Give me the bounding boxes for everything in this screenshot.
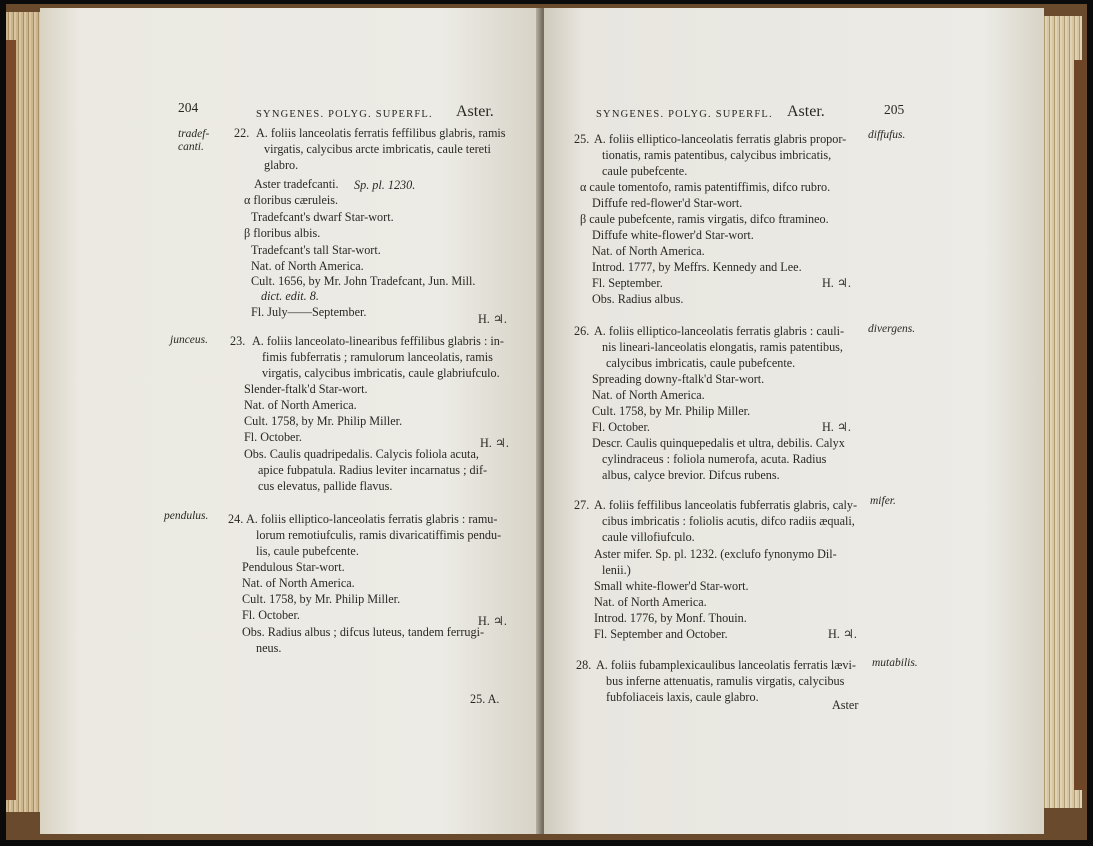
species-number: 26. <box>574 324 590 338</box>
text-line: Nat. of North America. <box>592 388 705 402</box>
text-line: A. foliis elliptico-lanceolatis ferratis glabris : ramu- <box>246 512 498 526</box>
text-line: caule villofiufculo. <box>602 530 695 544</box>
text-line: lis, caule pubefcente. <box>256 544 359 558</box>
species-number: 27. <box>574 498 590 512</box>
text-line: Aster tradefcanti. <box>254 177 339 191</box>
text-line: Fl. September. <box>592 276 663 290</box>
text-line: Cult. 1656, by Mr. John Tradefcant, Jun. Mill. <box>251 274 476 288</box>
margin-name: mifer. <box>870 495 896 507</box>
text-line: lenii.) <box>602 563 631 577</box>
text-line: cylindraceus : foliola numerofa, acuta. Radius <box>602 452 827 466</box>
text-line: Pendulous Star-wort. <box>242 560 345 574</box>
margin-name: pendulus. <box>164 510 209 522</box>
margin-name: canti. <box>178 141 204 153</box>
text-line: A. foliis elliptico-lanceolatis ferratis glabris : cauli- <box>594 324 845 338</box>
text-line: Nat. of North America. <box>251 259 364 273</box>
text-line: H. ♃. <box>478 614 507 628</box>
text-line: H. ♃. <box>478 312 507 326</box>
left-page-number: 204 <box>178 100 199 115</box>
text-line: Fl. October. <box>592 420 650 434</box>
right-page-number: 205 <box>884 102 905 117</box>
text-line: neus. <box>256 641 282 655</box>
text-line: A. foliis lanceolato-linearibus feffilibus glabris : in- <box>252 334 504 348</box>
species-number: 28. <box>576 658 592 672</box>
text-line: albus, calyce brevior. Difcus rubens. <box>602 468 780 482</box>
text-line: Sp. pl. 1230. <box>354 178 416 192</box>
text-line: cus elevatus, pallide flavus. <box>258 479 393 493</box>
text-line: apice fubpatula. Radius leviter incarnatus ; dif- <box>258 463 488 477</box>
text-line: H. ♃. <box>828 627 857 641</box>
text-line: Fl. October. <box>242 608 300 622</box>
text-line: tionatis, ramis patentibus, calycibus imbricatis, <box>602 148 832 162</box>
text-line: Slender-ftalk'd Star-wort. <box>244 382 368 396</box>
text-line: Introd. 1776, by Monf. Thouin. <box>594 611 747 625</box>
text-line: A. foliis lanceolatis ferratis feffilibus glabris, ramis <box>256 126 506 140</box>
margin-name: diffufus. <box>868 129 906 141</box>
text-line: Aster mifer. Sp. pl. 1232. (exclufo fynonymo Dil- <box>594 547 837 561</box>
text-line: Descr. Caulis quinquepedalis et ultra, debilis. Calyx <box>592 436 845 450</box>
catchword: Aster <box>832 698 859 712</box>
text-line: H. ♃. <box>822 276 851 290</box>
species-number: 22. <box>234 126 250 140</box>
text-line: virgatis, calycibus arcte imbricatis, caule tereti <box>264 142 491 156</box>
text-line: Nat. of North America. <box>592 244 705 258</box>
margin-name: mutabilis. <box>872 657 918 669</box>
catchword: 25. A. <box>470 692 500 706</box>
species-number: 25. <box>574 132 590 146</box>
text-line: glabro. <box>264 158 299 172</box>
text-line: Fl. September and October. <box>594 627 728 641</box>
margin-name: tradef- <box>178 128 210 140</box>
text-line: α floribus cæruleis. <box>244 193 339 207</box>
text-line: bus inferne attenuatis, ramulis virgatis, calycibus <box>606 674 845 688</box>
left-cover <box>6 40 16 800</box>
text-line: Fl. October. <box>244 430 302 444</box>
text-line: β floribus albis. <box>244 226 321 240</box>
text-line: fubfoliaceis laxis, caule glabro. <box>606 690 759 704</box>
text-line: β caule pubefcente, ramis virgatis, difco ftramineo. <box>580 212 829 226</box>
right-cover <box>1074 60 1086 790</box>
species-number: 23. <box>230 334 246 348</box>
text-line: nis lineari-lanceolatis elongatis, ramis patentibus, <box>602 340 843 354</box>
text-line: H. ♃. <box>822 420 851 434</box>
text-line: Spreading downy-ftalk'd Star-wort. <box>592 372 765 386</box>
text-line: Fl. July——September. <box>251 305 367 319</box>
right-running-head-genus: Aster. <box>787 103 825 120</box>
right-running-head: SYNGENES. POLYG. SUPERFL. <box>596 109 773 120</box>
text-line: Tradefcant's dwarf Star-wort. <box>251 210 394 224</box>
left-running-head-genus: Aster. <box>456 103 494 120</box>
text-line: Obs. Radius albus ; difcus luteus, tandem ferrugi- <box>242 625 485 639</box>
text-line: Obs. Radius albus. <box>592 292 684 306</box>
text-line: A. foliis elliptico-lanceolatis ferratis glabris propor- <box>594 132 847 146</box>
text-line: Cult. 1758, by Mr. Philip Miller. <box>242 592 401 606</box>
text-line: Small white-flower'd Star-wort. <box>594 579 749 593</box>
margin-name: divergens. <box>868 323 916 335</box>
text-line: α caule tomentofo, ramis patentiffimis, difco rubro. <box>580 180 831 194</box>
text-line: Nat. of North America. <box>244 398 357 412</box>
text-line: H. ♃. <box>480 436 509 450</box>
text-line: Obs. Caulis quadripedalis. Calycis foliola acuta, <box>244 447 479 461</box>
margin-name: junceus. <box>170 334 209 346</box>
text-line: Cult. 1758, by Mr. Philip Miller. <box>244 414 403 428</box>
text-line: A. foliis feffilibus lanceolatis fubferratis glabris, caly- <box>594 498 858 512</box>
text-line: calycibus imbricatis, caule pubefcente. <box>606 356 796 370</box>
species-number: 24. <box>228 512 244 526</box>
text-line: Cult. 1758, by Mr. Philip Miller. <box>592 404 751 418</box>
text-line: Tradefcant's tall Star-wort. <box>251 243 381 257</box>
text-line: Introd. 1777, by Meffrs. Kennedy and Lee. <box>592 260 802 274</box>
text-line: Diffufe white-flower'd Star-wort. <box>592 228 754 242</box>
text-line: fimis fubferratis ; ramulorum lanceolatis, ramis <box>262 350 493 364</box>
text-line: virgatis, calycibus imbricatis, caule glabriufculo. <box>262 366 500 380</box>
text-line: cibus imbricatis : foliolis acutis, difco radiis æquali, <box>602 514 855 528</box>
text-line: caule pubefcente. <box>602 164 688 178</box>
text-line: Nat. of North America. <box>594 595 707 609</box>
text-line: dict. edit. 8. <box>261 289 319 303</box>
text-line: Nat. of North America. <box>242 576 355 590</box>
left-running-head: SYNGENES. POLYG. SUPERFL. <box>256 109 433 120</box>
text-line: A. foliis fubamplexicaulibus lanceolatis ferratis lævi- <box>596 658 856 672</box>
text-line: lorum remotiufculis, ramis divaricatiffimis pendu- <box>256 528 502 542</box>
text-line: Diffufe red-flower'd Star-wort. <box>592 196 743 210</box>
